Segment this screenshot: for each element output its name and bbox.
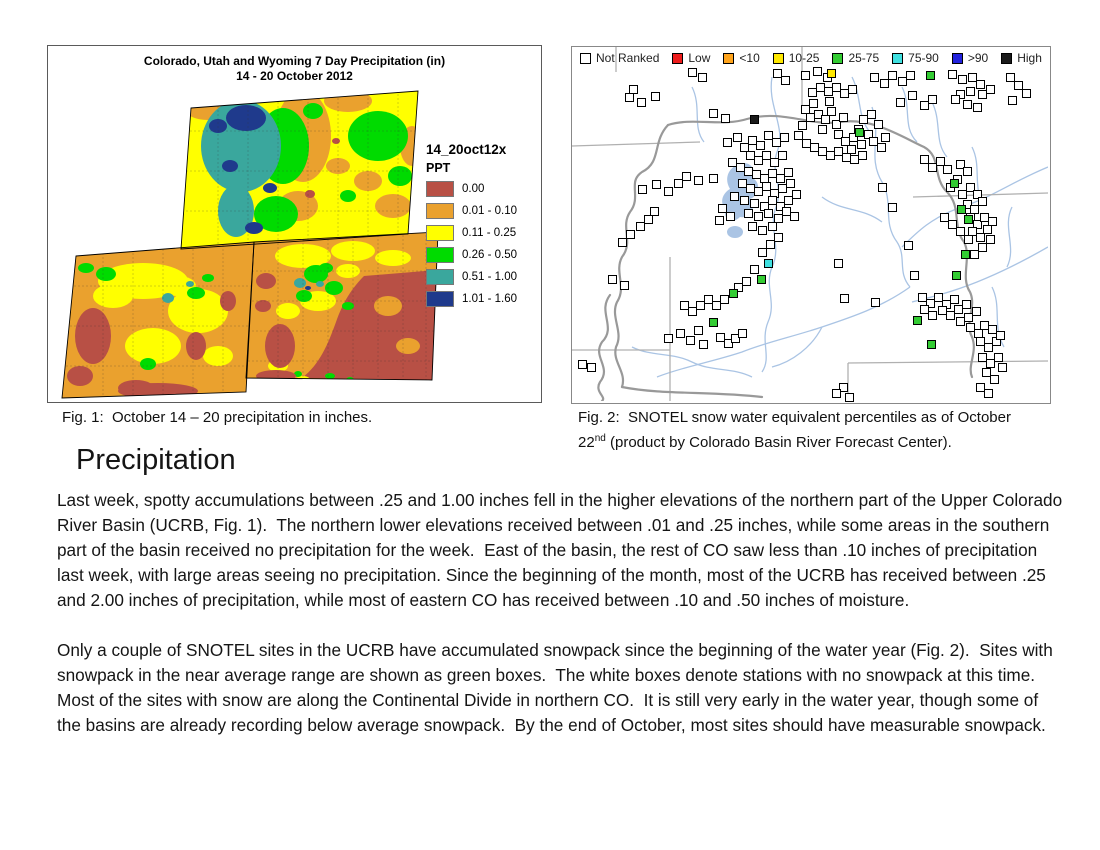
snotel-station-white	[778, 151, 787, 160]
snotel-station-white	[644, 215, 653, 224]
snotel-station-white	[733, 133, 742, 142]
figure-1-legend-subtitle: PPT	[426, 161, 451, 175]
snotel-station-cyan	[764, 259, 773, 268]
figure-2-caption-rest: (product by Colorado Basin River Forecast Center).	[605, 434, 952, 451]
snotel-station-white	[906, 71, 915, 80]
fig1-legend-item	[426, 247, 538, 263]
snotel-station-white	[896, 98, 905, 107]
snotel-station-white	[664, 187, 673, 196]
paragraph-2: Only a couple of SNOTEL sites in the UCRB have accumulated snowpack since the beginning of the water year (Fig. 2). Sites with snowpack in the near average range are shown as green boxes. The white boxes denote stations with no snowpack at this time. Most of the sites with snow are along the Continental Divide in northern CO. It is still very early in the water year, though some of the basins are already recording below average snowpack. By the end of October, most sites should have measurable snowpack.	[57, 640, 1058, 735]
snotel-station-white	[962, 300, 971, 309]
snotel-station-yellow	[827, 69, 836, 78]
snotel-station-white	[827, 107, 836, 116]
snotel-station-white	[744, 209, 753, 218]
snotel-station-white	[976, 80, 985, 89]
snotel-station-green	[952, 271, 961, 280]
snotel-station-green	[950, 179, 959, 188]
snotel-station-white	[871, 298, 880, 307]
figure-2-caption-day: 22	[578, 434, 595, 451]
snotel-station-white	[801, 71, 810, 80]
snotel-station-white	[758, 248, 767, 257]
snotel-station-white	[857, 140, 866, 149]
figure-1-legend-title: 14_20oct12x	[426, 142, 507, 157]
snotel-station-white	[956, 227, 965, 236]
snotel-station-white	[972, 307, 981, 316]
snotel-station-white	[978, 197, 987, 206]
snotel-station-white	[750, 199, 759, 208]
snotel-station-white	[754, 212, 763, 221]
snotel-station-white	[983, 225, 992, 234]
snotel-station-green	[964, 215, 973, 224]
fig2-legend-label: High	[1017, 51, 1042, 65]
fig1-legend-item	[426, 269, 538, 285]
snotel-station-white	[973, 103, 982, 112]
snotel-station-white	[834, 259, 843, 268]
snotel-station-white	[698, 73, 707, 82]
snotel-station-white	[1022, 89, 1031, 98]
snotel-station-white	[963, 167, 972, 176]
snotel-station-white	[629, 85, 638, 94]
fig2-legend-label: 10-25	[788, 51, 820, 65]
snotel-station-white	[712, 301, 721, 310]
snotel-station-white	[780, 133, 789, 142]
snotel-station-white	[696, 301, 705, 310]
snotel-station-white	[774, 233, 783, 242]
fig1-legend-swatch	[426, 291, 454, 307]
snotel-station-white	[738, 329, 747, 338]
fig2-legend-label: 25-75	[848, 51, 880, 65]
fig2-legend-label: Low	[688, 51, 711, 65]
snotel-station-white	[813, 67, 822, 76]
snotel-station-white	[881, 133, 890, 142]
snotel-station-green	[729, 289, 738, 298]
figure-1-legend-items	[426, 181, 538, 307]
snotel-station-white	[768, 222, 777, 231]
snotel-station-white	[578, 360, 587, 369]
fig1-legend-label: 0.26 - 0.50	[462, 249, 517, 261]
fig2-legend-label: >90	[967, 51, 989, 65]
snotel-station-white	[652, 180, 661, 189]
fig1-legend-swatch	[426, 269, 454, 285]
snotel-station-white	[976, 233, 985, 242]
snotel-station-white	[908, 91, 917, 100]
fig2-legend-label: 75-90	[908, 51, 939, 65]
snotel-station-white	[950, 295, 959, 304]
snotel-station-white	[958, 75, 967, 84]
snotel-station-white	[874, 120, 883, 129]
snotel-station-white	[792, 190, 801, 199]
figure-2-caption	[578, 407, 1040, 453]
snotel-stations-layer	[572, 47, 1048, 401]
snotel-station-white	[994, 353, 1003, 362]
fig1-legend-label: 0.01 - 0.10	[462, 205, 517, 217]
snotel-station-white	[680, 301, 689, 310]
fig2-legend-swatch	[832, 53, 843, 64]
snotel-station-white	[839, 113, 848, 122]
fig1-legend-label: 0.51 - 1.00	[462, 271, 517, 283]
snotel-station-white	[998, 363, 1007, 372]
snotel-station-white	[928, 311, 937, 320]
snotel-station-green	[709, 318, 718, 327]
fig2-legend-swatch	[892, 53, 903, 64]
snotel-station-white	[910, 271, 919, 280]
section-heading: Precipitation	[76, 444, 236, 476]
snotel-station-white	[867, 110, 876, 119]
fig2-legend-swatch	[1001, 53, 1012, 64]
snotel-station-white	[978, 243, 987, 252]
snotel-station-green	[926, 71, 935, 80]
snotel-station-white	[676, 329, 685, 338]
snotel-station-white	[878, 183, 887, 192]
fig2-legend-item	[832, 51, 879, 65]
figure-1-title	[48, 54, 541, 84]
snotel-station-white	[637, 98, 646, 107]
snotel-station-white	[786, 179, 795, 188]
figure-2-legend	[580, 51, 1055, 65]
snotel-station-white	[699, 340, 708, 349]
snotel-station-white	[721, 114, 730, 123]
snotel-station-white	[740, 196, 749, 205]
snotel-station-white	[626, 230, 635, 239]
fig2-legend-item	[773, 51, 820, 65]
snotel-station-white	[638, 185, 647, 194]
fig2-legend-item	[1001, 51, 1042, 65]
figure-1-title-line1: Colorado, Utah and Wyoming 7 Day Precipitation (in)	[143, 54, 446, 68]
snotel-station-green	[913, 316, 922, 325]
snotel-station-white	[888, 203, 897, 212]
snotel-station-white	[877, 143, 886, 152]
snotel-station-white	[832, 389, 841, 398]
fig1-legend-item	[426, 181, 538, 197]
snotel-station-green	[927, 340, 936, 349]
figure-2-caption-ordinal: nd	[594, 433, 606, 444]
snotel-station-white	[984, 389, 993, 398]
snotel-station-white	[963, 100, 972, 109]
body-text	[57, 488, 1067, 763]
snotel-station-white	[758, 226, 767, 235]
fig2-legend-swatch	[580, 53, 591, 64]
snotel-station-white	[986, 85, 995, 94]
snotel-station-white	[718, 204, 727, 213]
snotel-station-white	[688, 68, 697, 77]
snotel-station-white	[686, 336, 695, 345]
figure-1-precipitation-map	[47, 45, 542, 403]
snotel-station-green	[855, 128, 864, 137]
snotel-station-green	[757, 275, 766, 284]
snotel-station-white	[825, 97, 834, 106]
snotel-station-white	[904, 241, 913, 250]
snotel-station-white	[756, 141, 765, 150]
fig2-legend-label: <10	[739, 51, 760, 65]
snotel-station-white	[682, 172, 691, 181]
fig2-legend-swatch	[952, 53, 963, 64]
snotel-station-white	[750, 265, 759, 274]
fig1-legend-swatch	[426, 203, 454, 219]
snotel-station-white	[715, 216, 724, 225]
fig1-legend-swatch	[426, 247, 454, 263]
snotel-station-white	[996, 331, 1005, 340]
snotel-station-white	[1008, 96, 1017, 105]
figure-1-legend	[426, 142, 538, 313]
snotel-station-white	[966, 87, 975, 96]
snotel-station-white	[773, 69, 782, 78]
snotel-station-white	[620, 281, 629, 290]
snotel-station-white	[940, 213, 949, 222]
fig2-legend-item	[952, 51, 988, 65]
snotel-station-white	[650, 207, 659, 216]
snotel-station-white	[848, 85, 857, 94]
snotel-station-white	[818, 125, 827, 134]
snotel-station-white	[988, 217, 997, 226]
snotel-station-white	[964, 235, 973, 244]
snotel-station-white	[880, 79, 889, 88]
fig1-legend-swatch	[426, 181, 454, 197]
fig2-legend-item	[580, 51, 659, 65]
fig1-legend-swatch	[426, 225, 454, 241]
snotel-station-white	[781, 76, 790, 85]
snotel-station-white	[618, 238, 627, 247]
snotel-station-white	[948, 70, 957, 79]
figure-1-title-line2: 14 - 20 October 2012	[236, 69, 353, 83]
snotel-station-white	[858, 151, 867, 160]
snotel-station-white	[742, 277, 751, 286]
fig2-legend-item	[892, 51, 939, 65]
snotel-station-white	[798, 121, 807, 130]
snotel-station-white	[688, 307, 697, 316]
fig1-legend-label: 0.00	[462, 183, 485, 195]
snotel-station-white	[730, 192, 739, 201]
snotel-station-white	[870, 73, 879, 82]
snotel-station-white	[587, 363, 596, 372]
snotel-station-white	[720, 295, 729, 304]
snotel-station-white	[888, 71, 897, 80]
snotel-station-white	[970, 250, 979, 259]
snotel-station-white	[726, 212, 735, 221]
snotel-station-white	[845, 393, 854, 402]
fig2-legend-item	[672, 51, 710, 65]
fig1-legend-label: 1.01 - 1.60	[462, 293, 517, 305]
snotel-station-white	[928, 95, 937, 104]
figure-2-snotel-map	[571, 46, 1051, 404]
snotel-station-white	[990, 375, 999, 384]
snotel-station-white	[821, 115, 830, 124]
snotel-station-white	[784, 168, 793, 177]
snotel-station-white	[943, 165, 952, 174]
snotel-station-white	[951, 95, 960, 104]
snotel-station-green	[957, 205, 966, 214]
snotel-station-white	[664, 334, 673, 343]
snotel-station-white	[809, 99, 818, 108]
snotel-station-white	[748, 222, 757, 231]
fig2-legend-swatch	[723, 53, 734, 64]
snotel-station-black	[750, 115, 759, 124]
fig2-legend-item	[723, 51, 759, 65]
snotel-station-white	[709, 109, 718, 118]
snotel-station-white	[608, 275, 617, 284]
snotel-station-white	[920, 305, 929, 314]
fig2-legend-swatch	[672, 53, 683, 64]
fig1-legend-label: 0.11 - 0.25	[462, 227, 517, 239]
snotel-station-white	[625, 93, 634, 102]
snotel-station-white	[704, 295, 713, 304]
snotel-station-white	[986, 235, 995, 244]
snotel-station-white	[723, 138, 732, 147]
figure-1-caption: Fig. 1: October 14 – 20 precipitation in inches.	[62, 409, 373, 426]
snotel-station-white	[694, 176, 703, 185]
snotel-station-green	[961, 250, 970, 259]
snotel-station-white	[840, 294, 849, 303]
snotel-station-white	[709, 174, 718, 183]
snotel-station-white	[651, 92, 660, 101]
paragraph-1: Last week, spotty accumulations between .25 and 1.00 inches fell in the higher elevations of the northern part of the Upper Colorado River Basin (UCRB, Fig. 1). The northern lower elevations received between .01 and .25 inches, while some areas in the southern part of the basin received no precipitation for the week. East of the basin, the rest of CO saw less than .10 inches of precipitation last week, with large areas seeing no precipitation. Since the beginning of the month, most of the UCRB has received between .25 and 2.00 inches of precipitation, while most of eastern CO has received between .10 and .50 inches of moisture.	[57, 490, 1067, 610]
fig1-legend-item	[426, 203, 538, 219]
snotel-station-white	[790, 212, 799, 221]
snotel-station-white	[948, 220, 957, 229]
snotel-station-white	[694, 326, 703, 335]
fig2-legend-swatch	[773, 53, 784, 64]
fig1-legend-item	[426, 291, 538, 307]
figure-2-caption-line1: Fig. 2: SNOTEL snow water equivalent percentiles as of October	[578, 409, 1011, 426]
fig1-legend-item	[426, 225, 538, 241]
fig2-legend-label: Not Ranked	[596, 51, 660, 65]
snotel-station-white	[764, 209, 773, 218]
